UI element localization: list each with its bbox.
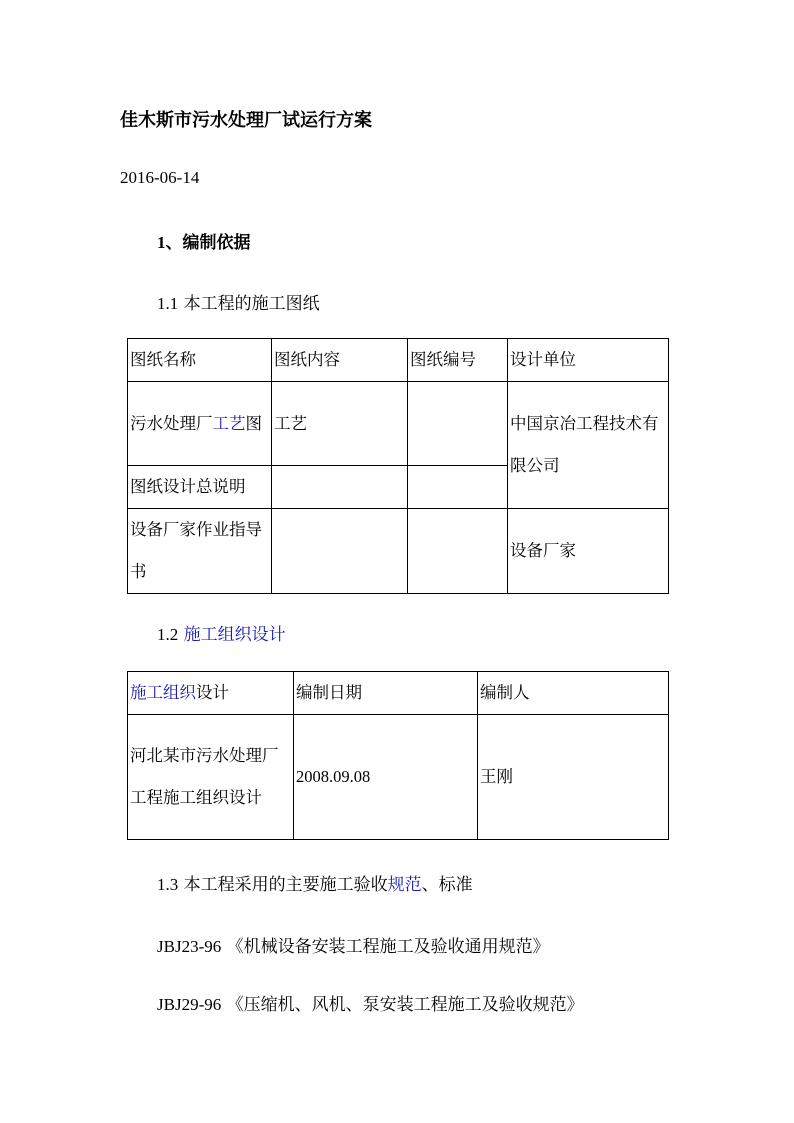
table-header-row — [128, 672, 669, 715]
construction-design-link[interactable]: 施工组织设计 — [183, 625, 286, 645]
reference-code: JBJ23-96 — [157, 937, 222, 956]
table-row — [128, 509, 669, 594]
table-cell — [408, 509, 508, 594]
table-cell: 工艺 — [272, 382, 408, 466]
table-cell: 中国京冶工程技术有限公司 — [508, 382, 669, 509]
drawings-table — [127, 338, 669, 594]
section-title-suffix: 、标准 — [421, 875, 473, 895]
header-cell: 编制人 — [478, 672, 669, 715]
table-cell — [128, 382, 272, 466]
header-cell: 设计单位 — [508, 339, 669, 382]
construction-org-link[interactable]: 施工组织 — [130, 683, 196, 702]
reference-code: JBJ29-96 — [157, 995, 222, 1014]
header-text: 设计 — [196, 683, 229, 702]
reference-item — [157, 990, 584, 1015]
header-cell — [128, 672, 294, 715]
section-number: 1.1 — [157, 294, 179, 313]
reference-name: 《压缩机、风机、泵安装工程施工及验收规范》 — [226, 995, 584, 1015]
header-cell: 图纸编号 — [408, 339, 508, 382]
table-cell: 河北某市污水处理厂工程施工组织设计 — [128, 715, 294, 840]
table-cell: 2008.09.08 — [294, 715, 478, 840]
section-title: 本工程的施工图纸 — [183, 294, 320, 314]
header-cell: 编制日期 — [294, 672, 478, 715]
section-number: 1.2 — [157, 625, 179, 644]
document-title: 佳木斯市污水处理厂试运行方案 — [120, 110, 372, 131]
cell-text: 污水处理厂 — [130, 413, 213, 433]
section-heading-1 — [157, 228, 251, 253]
table-cell — [272, 509, 408, 594]
table-cell: 设备厂家 — [508, 509, 669, 594]
section-number: 1.3 — [157, 875, 179, 894]
section-title: 编制依据 — [182, 233, 251, 253]
section-number: 1、 — [157, 233, 183, 252]
organization-design-table — [127, 671, 669, 840]
header-cell: 图纸内容 — [272, 339, 408, 382]
reference-item — [157, 932, 550, 957]
table-row — [128, 715, 669, 840]
table-cell: 图纸设计总说明 — [128, 466, 272, 509]
process-link[interactable]: 工艺 — [212, 413, 246, 433]
standards-link[interactable]: 规范 — [387, 875, 422, 895]
table-header-row — [128, 339, 669, 382]
section-heading-1-2 — [157, 620, 286, 645]
table-cell — [408, 382, 508, 466]
table-cell — [272, 466, 408, 509]
section-heading-1-3 — [157, 870, 473, 895]
table-cell — [408, 466, 508, 509]
table-cell: 设备厂家作业指导书 — [128, 509, 272, 594]
header-cell: 图纸名称 — [128, 339, 272, 382]
section-title: 本工程采用的主要施工验收 — [183, 875, 388, 895]
reference-name: 《机械设备安装工程施工及验收通用规范》 — [226, 937, 550, 957]
table-cell: 王刚 — [478, 715, 669, 840]
cell-text: 图 — [245, 413, 262, 433]
table-row — [128, 382, 669, 466]
section-heading-1-1 — [157, 289, 320, 314]
document-date: 2016-06-14 — [120, 168, 200, 187]
